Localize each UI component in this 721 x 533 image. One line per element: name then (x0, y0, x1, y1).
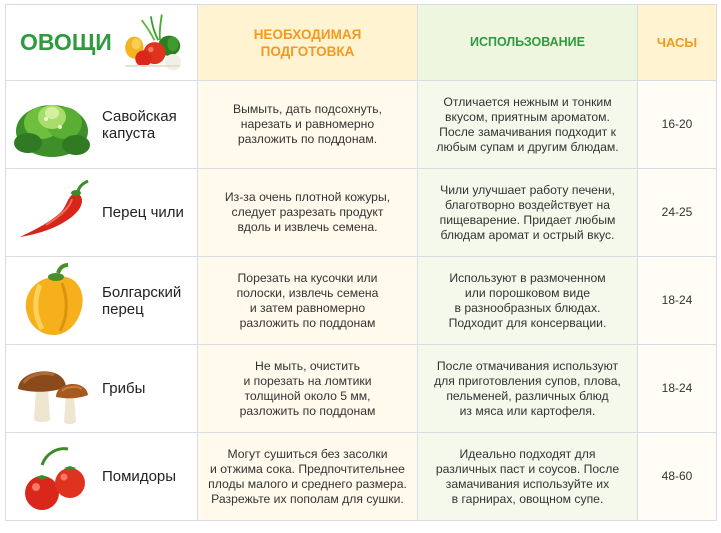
vegetable-cell (6, 433, 198, 521)
hours-cell: 18-24 (638, 345, 717, 433)
usage-line: Отличается нежным и тонким (443, 94, 612, 109)
vegetable-name-line1: Помидоры (102, 468, 177, 485)
usage-cell (418, 257, 638, 345)
header-hours: ЧАСЫ (638, 5, 717, 81)
preparation-line: следует разрезать продукт (231, 205, 384, 219)
usage-line: различных паст и соусов. После (435, 461, 620, 476)
usage-line: пельменей, различных блюд (446, 388, 609, 403)
usage-cell (418, 81, 638, 169)
hours-cell: 18-24 (638, 257, 717, 345)
preparation-cell (198, 345, 418, 433)
usage-line: из мяса или картофеля. (459, 403, 596, 418)
preparation-line: Не мыть, очистить (255, 358, 360, 373)
preparation-line: Могут сушиться без засолки (227, 446, 388, 461)
usage-line: Чили улучшает работу печени, (440, 182, 615, 197)
savoy-cabbage-icon (6, 83, 102, 167)
vegetable-cell (6, 169, 198, 257)
preparation-line: Из-за очень плотной кожуры, (224, 190, 391, 204)
hours-cell: 24-25 (638, 169, 717, 257)
preparation-line: и затем равномерно (249, 300, 366, 315)
usage-line: Подходит для консервации. (448, 315, 607, 330)
vegetables-basket-icon (116, 10, 191, 76)
header-vegetables (6, 5, 198, 81)
header-usage: ИСПОЛЬЗОВАНИЕ (418, 5, 638, 81)
vegetable-cell (6, 257, 198, 345)
header-title: ОВОЩИ (20, 29, 112, 55)
usage-line: Идеально подходят для (459, 446, 596, 461)
vegetable-name-line1: Болгарский (102, 283, 182, 301)
usage-line: Используют в размоченном (449, 270, 606, 285)
preparation-line: полоски, извлечь семена (236, 285, 379, 300)
usage-line: любым супам и другим блюдам. (436, 139, 619, 154)
preparation-line: и порезать на ломтики (243, 373, 372, 388)
header-preparation-line2: ПОДГОТОВКА (260, 43, 355, 59)
usage-line: замачивания используйте их (445, 476, 610, 491)
usage-line: блюдам аромат и острый вкус. (440, 227, 615, 242)
header-preparation-line1: НЕОБХОДИМАЯ (253, 26, 362, 42)
preparation-cell (198, 81, 418, 169)
vegetable-drying-table (5, 4, 717, 521)
usage-line: в гарнирах, овощном супе. (451, 491, 604, 506)
usage-line: благотворно воздействует на (444, 197, 611, 212)
preparation-line: разложить по поддонам (239, 403, 376, 418)
header-preparation (198, 5, 418, 81)
vegetable-name-line2: перец (102, 300, 144, 318)
usage-cell (418, 433, 638, 521)
vegetable-name-line1: Перец чили (102, 204, 184, 221)
preparation-line: Вымыть, дать подсохнуть, (233, 102, 382, 116)
vegetable-name-line2: капуста (102, 124, 156, 142)
usage-line: или порошковом виде (464, 285, 591, 300)
vegetable-cell (6, 345, 198, 433)
preparation-line: плоды малого и среднего размера. (208, 476, 407, 491)
usage-line: После отмачивания используют (436, 358, 619, 373)
preparation-line: нарезать и равномерно (240, 117, 375, 131)
preparation-line: и отжима сока. Предпочтительнее (210, 461, 405, 476)
usage-line: После замачивания подходит к (439, 124, 616, 139)
preparation-line: Порезать на кусочки или (237, 270, 378, 285)
usage-cell (418, 169, 638, 257)
vegetable-name-line1: Грибы (102, 380, 146, 397)
usage-line: вкусом, приятным ароматом. (445, 109, 610, 124)
usage-line: в разнообразных блюдах. (454, 300, 601, 315)
preparation-line: толщиной около 5 мм, (244, 388, 371, 403)
usage-line: для приготовления супов, плова, (434, 373, 621, 388)
preparation-line: разложить по поддонам. (237, 132, 378, 146)
usage-cell (418, 345, 638, 433)
mushrooms-icon (6, 347, 102, 431)
usage-line: пищеварение. Придает любым (439, 212, 616, 227)
hours-cell: 16-20 (638, 81, 717, 169)
preparation-line: разложить по поддонам (239, 315, 376, 330)
preparation-line: Разрежьте их пополам для сушки. (211, 491, 404, 506)
vegetable-name-line1: Савойская (102, 107, 177, 125)
preparation-cell (198, 257, 418, 345)
tomatoes-icon (6, 435, 102, 519)
hours-cell: 48-60 (638, 433, 717, 521)
chili-pepper-icon (6, 171, 102, 255)
bell-pepper-icon (6, 259, 102, 343)
vegetable-cell (6, 81, 198, 169)
preparation-cell (198, 433, 418, 521)
preparation-line: вдоль и извлечь семена. (237, 220, 378, 234)
preparation-cell (198, 169, 418, 257)
